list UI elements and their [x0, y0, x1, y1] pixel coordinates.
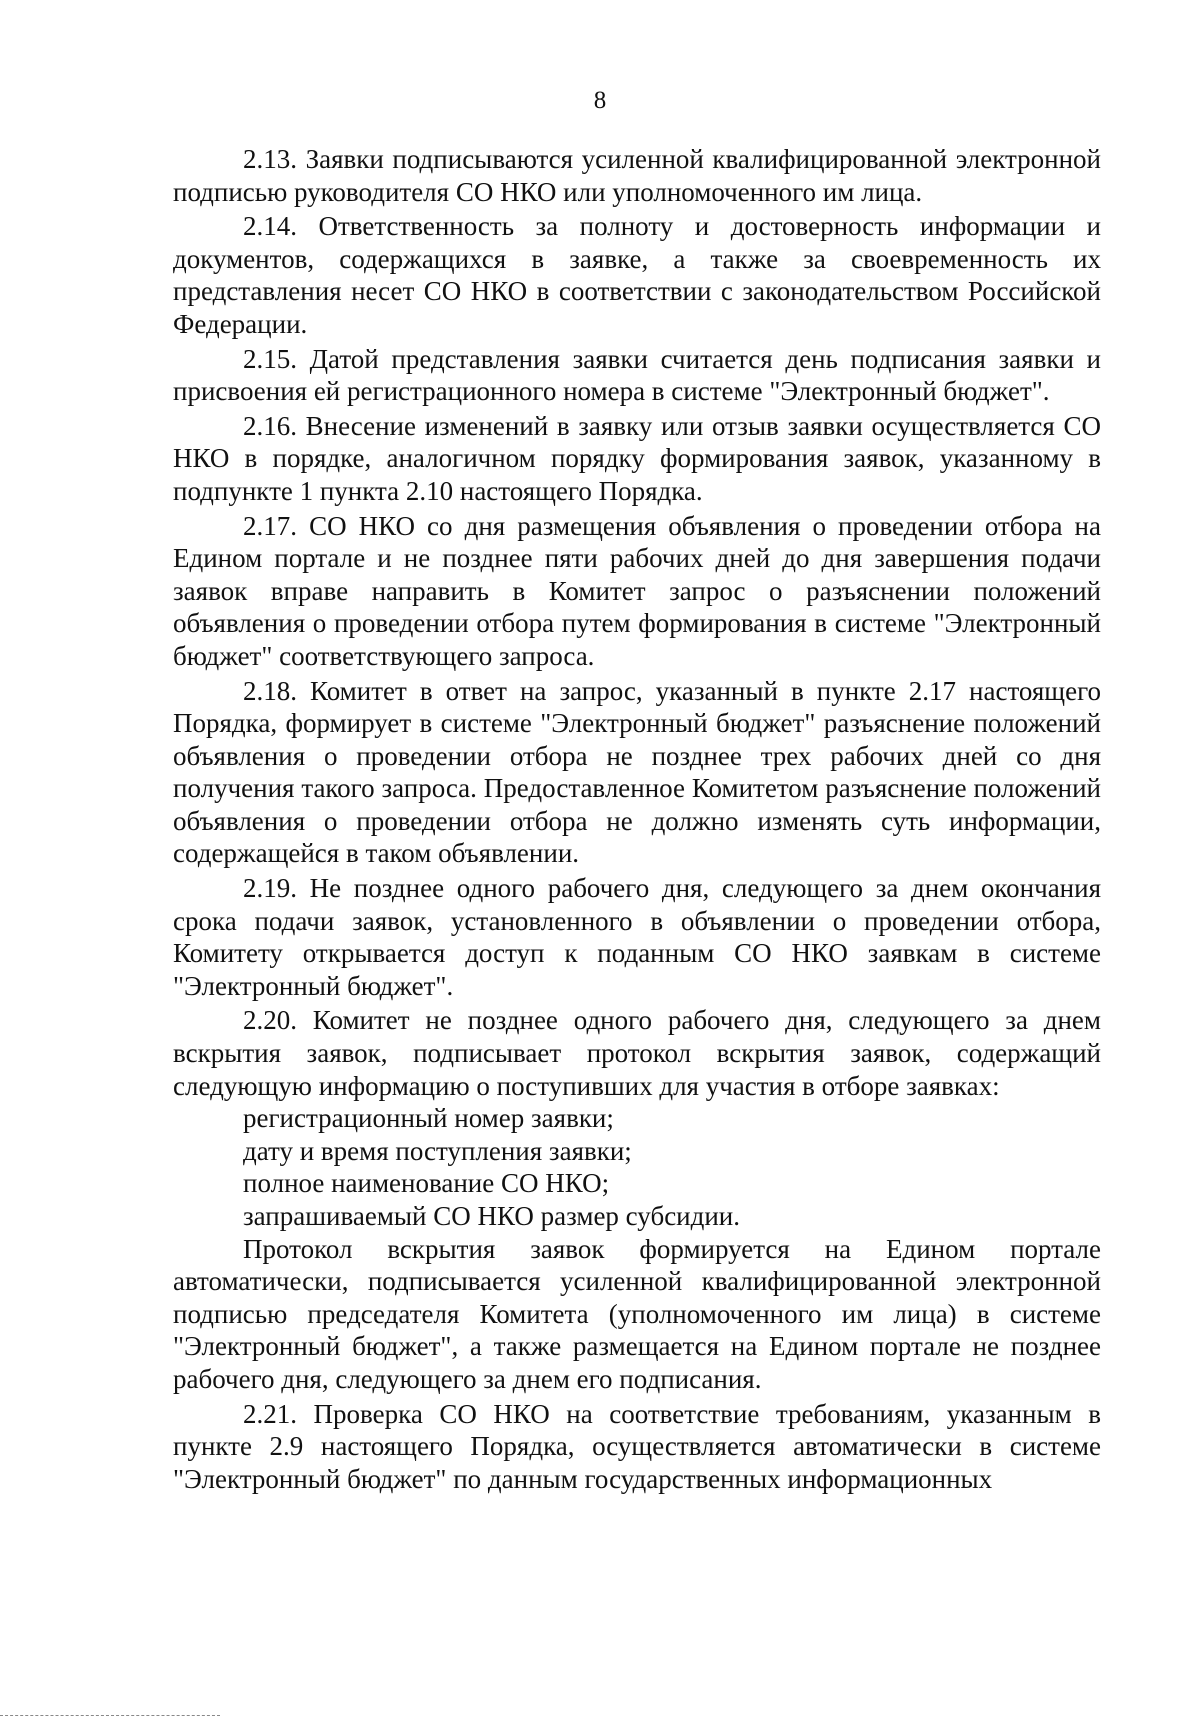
- paragraph-2-18: 2.18. Комитет в ответ на запрос, указанный в пункте 2.17 настоящего Порядка, формирует в системе "Электронный бюджет" разъяснение положений объявления о проведении отбора не позднее трех рабочих дней со дня получения такого запроса. Предоставленное Комитетом разъяснение положений объявления о проведении отбора не должно изменять суть информации, содержащейся в таком объявлении.: [173, 675, 1101, 869]
- paragraph-2-14: 2.14. Ответственность за полноту и достоверность информации и документов, содержащихся в заявке, а также за своевременность их представления несет СО НКО в соответствии с законодательством Российской Федерации.: [173, 211, 1101, 339]
- paragraph-2-13: 2.13. Заявки подписываются усиленной квалифицированной электронной подписью руководителя СО НКО или уполномоченного им лица.: [173, 144, 1101, 207]
- scan-edge-line: [0, 1715, 220, 1716]
- list-item-subsidy-amount: запрашиваемый СО НКО размер субсидии.: [243, 1201, 741, 1231]
- paragraph-2-20: 2.20. Комитет не позднее одного рабочего дня, следующего за днем вскрытия заявок, подписывает протокол вскрытия заявок, содержащий следующую информацию о поступивших для участия в отборе заявках:: [173, 1005, 1101, 1101]
- paragraph-2-15: 2.15. Датой представления заявки считается день подписания заявки и присвоения ей регистрационного номера в системе "Электронный бюджет".: [173, 343, 1101, 407]
- paragraph-2-19: 2.19. Не позднее одного рабочего дня, следующего за днем окончания срока подачи заявок, установленного в объявлении о проведении отбора, Комитету открывается доступ к поданным СО НКО заявкам в системе "Электронный бюджет".: [173, 873, 1101, 1001]
- paragraph-2-16: 2.16. Внесение изменений в заявку или отзыв заявки осуществляется СО НКО в порядке, аналогичном порядку формирования заявок, указанному в подпункте 1 пункта 2.10 настоящего Порядка.: [173, 410, 1101, 506]
- paragraph-2-17: 2.17. СО НКО со дня размещения объявления о проведении отбора на Едином портале и не позднее пяти рабочих дней до дня завершения подачи заявок вправе направить в Комитет запрос о разъяснении положений объявления о проведении отбора путем формирования в системе "Электронный бюджет" соответствующего запроса.: [173, 510, 1101, 671]
- list-item-date-time: дату и время поступления заявки;: [243, 1135, 632, 1166]
- list-item-registration-number: регистрационный номер заявки;: [243, 1103, 614, 1134]
- document-body: [173, 143, 1101, 1495]
- paragraph-2-21: 2.21. Проверка СО НКО на соответствие требованиям, указанным в пункте 2.9 настоящего Порядка, осуществляется автоматически в системе "Электронный бюджет" по данным государственных информационных: [173, 1398, 1101, 1494]
- list-item-full-name: полное наименование СО НКО;: [243, 1168, 610, 1199]
- page-number: 8: [593, 87, 607, 114]
- paragraph-protocol: Протокол вскрытия заявок формируется на Едином портале автоматически, подписывается усиленной квалифицированной электронной подписью председателя Комитета (уполномоченного им лица) в системе "Электронный бюджет", а также размещается на Едином портале не позднее рабочего дня, следующего за днем его подписания.: [173, 1233, 1101, 1394]
